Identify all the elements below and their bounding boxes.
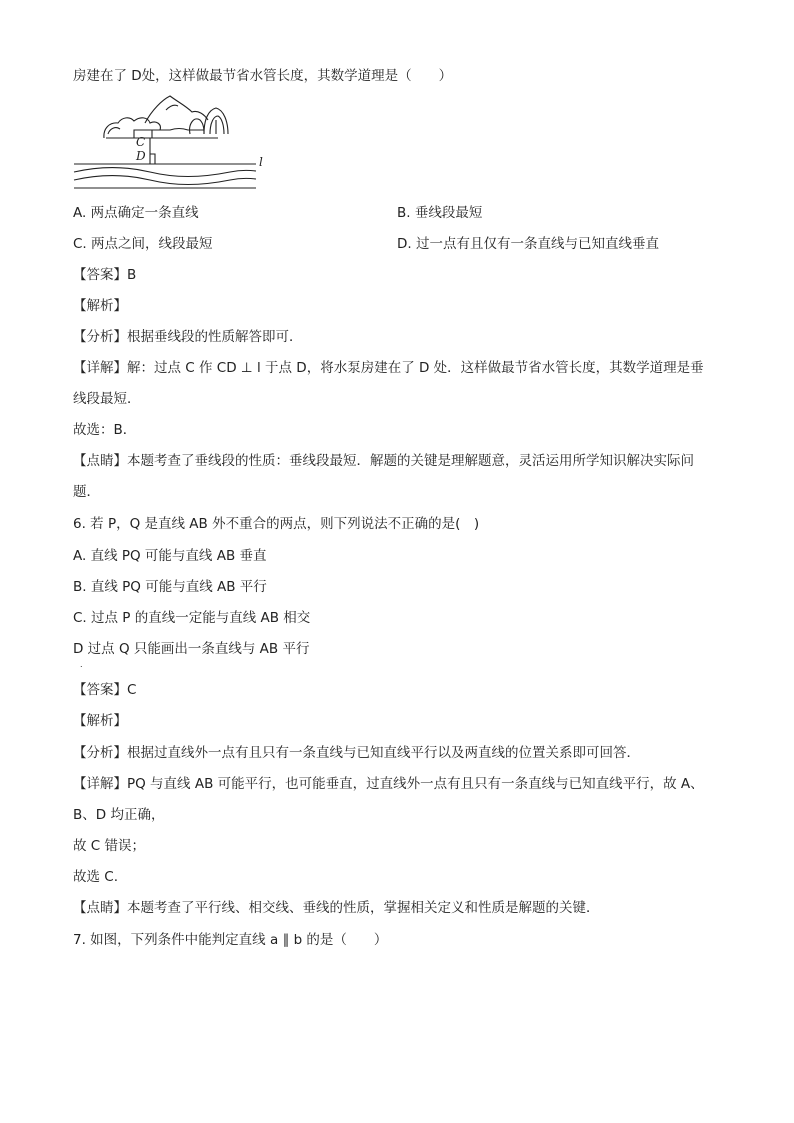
q6-stem: 6. 若 P，Q 是直线 AB 外不重合的两点，则下列说法不正确的是( ) xyxy=(73,516,480,532)
figure-label-l: l xyxy=(259,155,263,169)
q6-option-a: A. 直线 PQ 可能与直线 AB 垂直 xyxy=(73,548,267,564)
q6-stray-dot: . xyxy=(80,660,83,669)
q6-detail-line1: 【详解】PQ 与直线 AB 可能平行，也可能垂直，过直线外一点有且只有一条直线与已知直线平行，故 A、 xyxy=(73,776,704,792)
q6-option-b: B. 直线 PQ 可能与直线 AB 平行 xyxy=(73,579,267,595)
q6-conclusion: 故 C 错误； xyxy=(73,838,146,854)
q5-dianjing-line2: 题． xyxy=(73,484,100,500)
q6-choose: 故选 C. xyxy=(73,869,119,885)
q7-stem: 7. 如图，下列条件中能判定直线 a ∥ b 的是（ ） xyxy=(73,932,388,948)
figure-label-c: C xyxy=(136,135,146,149)
q5-detail-line2: 线段最短． xyxy=(73,391,141,407)
q6-option-d: D 过点 Q 只能画出一条直线与 AB 平行 xyxy=(73,641,310,657)
q6-option-c: C. 过点 P 的直线一定能与直线 AB 相交 xyxy=(73,610,311,626)
q6-detail-line2: B、D 均正确， xyxy=(73,807,165,823)
q5-option-a: A. 两点确定一条直线 xyxy=(73,205,199,221)
q6-fenxi: 【分析】根据过直线外一点有且只有一条直线与已知直线平行以及两直线的位置关系即可回答． xyxy=(73,745,640,761)
q5-answer: 【答案】B xyxy=(73,267,137,283)
q5-option-c: C. 两点之间，线段最短 xyxy=(73,236,213,252)
q5-stem-tail: 房建在了 D处，这样做最节省水管长度，其数学道理是（ ） xyxy=(73,68,453,84)
q6-analysis-header: 【解析】 xyxy=(73,713,127,729)
q5-fenxi: 【分析】根据垂线段的性质解答即可． xyxy=(73,329,303,345)
q5-analysis-header: 【解析】 xyxy=(73,298,127,314)
q5-dianjing-line1: 【点睛】本题考查了垂线段的性质：垂线段最短．解题的关键是理解题意，灵活运用所学知识解决实际问 xyxy=(73,453,694,469)
q5-option-b: B. 垂线段最短 xyxy=(397,205,483,221)
q6-answer: 【答案】C xyxy=(73,682,137,698)
q6-dianjing: 【点睛】本题考查了平行线、相交线、垂线的性质，掌握相关定义和性质是解题的关键． xyxy=(73,900,600,916)
q5-detail-line1: 【详解】解：过点 C 作 CD ⊥ l 于点 D，将水泵房建在了 D 处．这样做最节省水管长度，其数学道理是垂 xyxy=(73,360,704,376)
figure-label-d: D xyxy=(136,149,146,163)
q5-choose: 故选：B． xyxy=(73,422,137,438)
q5-figure-pumping-station xyxy=(70,90,270,195)
q5-option-d: D. 过一点有且仅有一条直线与已知直线垂直 xyxy=(397,236,659,252)
